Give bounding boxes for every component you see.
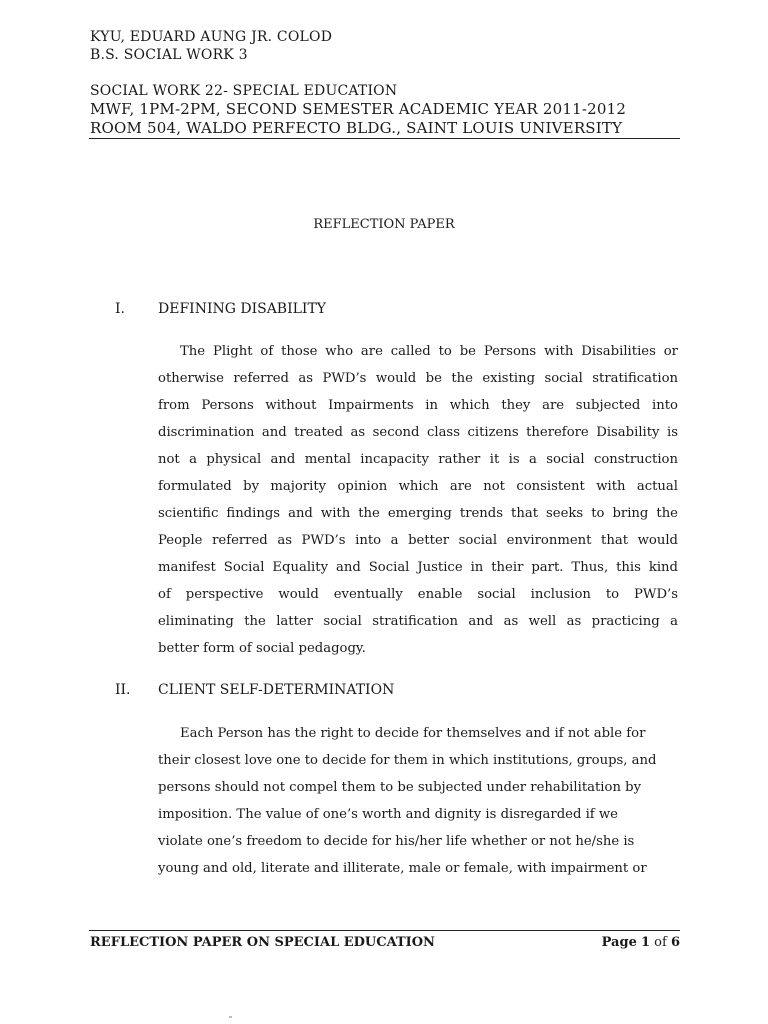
paragraph-line: of perspective would eventually enable social inclusion to PWD’s [158, 587, 678, 602]
scan-artifact [229, 1016, 232, 1018]
paragraph-line: violate one’s freedom to decide for his/her life whether or not he/she is [158, 834, 635, 849]
page-number [602, 934, 680, 952]
section-paragraph-1 [158, 338, 678, 662]
section-title: DEFINING DISABILITY [158, 301, 327, 317]
paragraph-line: from Persons without Impairments in which they are subjected into [158, 398, 678, 413]
section-number: II. [115, 682, 131, 698]
paragraph-line: their closest love one to decide for them in which institutions, groups, and [158, 753, 657, 768]
paragraph-line: imposition. The value of one’s worth and dignity is disregarded if we [158, 807, 618, 822]
paragraph-line: otherwise referred as PWD’s would be the existing social stratification [158, 371, 678, 386]
paragraph-line: better form of social pedagogy. [158, 641, 366, 656]
paragraph-line: formulated by majority opinion which are not consistent with actual [158, 479, 678, 494]
section-paragraph-2 [158, 720, 678, 882]
class-schedule: MWF, 1PM-2PM, SECOND SEMESTER ACADEMIC YEAR 2011-2012 [90, 100, 627, 118]
paragraph-line: young and old, literate and illiterate, male or female, with impairment or [158, 861, 647, 876]
page-of: of [654, 935, 667, 950]
section-number: I. [115, 301, 125, 317]
header-rule [89, 138, 680, 139]
section-heading-2 [115, 681, 394, 699]
section-heading-1 [115, 300, 326, 318]
class-room: ROOM 504, WALDO PERFECTO BLDG., SAINT LOUIS UNIVERSITY [90, 119, 623, 137]
paragraph-line: scientific findings and with the emerging trends that seeks to bring the [158, 506, 678, 521]
page-current: 1 [640, 935, 651, 950]
paragraph-line: manifest Social Equality and Social Justice in their part. Thus, this kind [158, 560, 678, 575]
paragraph-line: discrimination and treated as second class citizens therefore Disability is [158, 425, 678, 440]
page-label: Page [601, 935, 637, 950]
subject-name: SOCIAL WORK 22- SPECIAL EDUCATION [90, 83, 398, 99]
paragraph-line: People referred as PWD’s into a better social environment that would [158, 533, 678, 548]
footer-title: REFLECTION PAPER ON SPECIAL EDUCATION [90, 935, 435, 950]
course-name: B.S. SOCIAL WORK 3 [90, 47, 248, 63]
paragraph-line: not a physical and mental incapacity rather it is a social construction [158, 452, 678, 467]
paragraph-line: Each Person has the right to decide for themselves and if not able for [180, 726, 646, 741]
footer-rule [89, 930, 680, 931]
document-title: REFLECTION PAPER [313, 217, 455, 232]
paragraph-line: eliminating the latter social stratification and as well as practicing a [158, 614, 678, 629]
paragraph-line: The Plight of those who are called to be Persons with Disabilities or [180, 344, 678, 359]
author-name: KYU, EDUARD AUNG JR. COLOD [90, 29, 333, 45]
paragraph-line: persons should not compel them to be subjected under rehabilitation by [158, 780, 642, 795]
page-total: 6 [670, 935, 680, 950]
section-title: CLIENT SELF-DETERMINATION [158, 682, 395, 698]
